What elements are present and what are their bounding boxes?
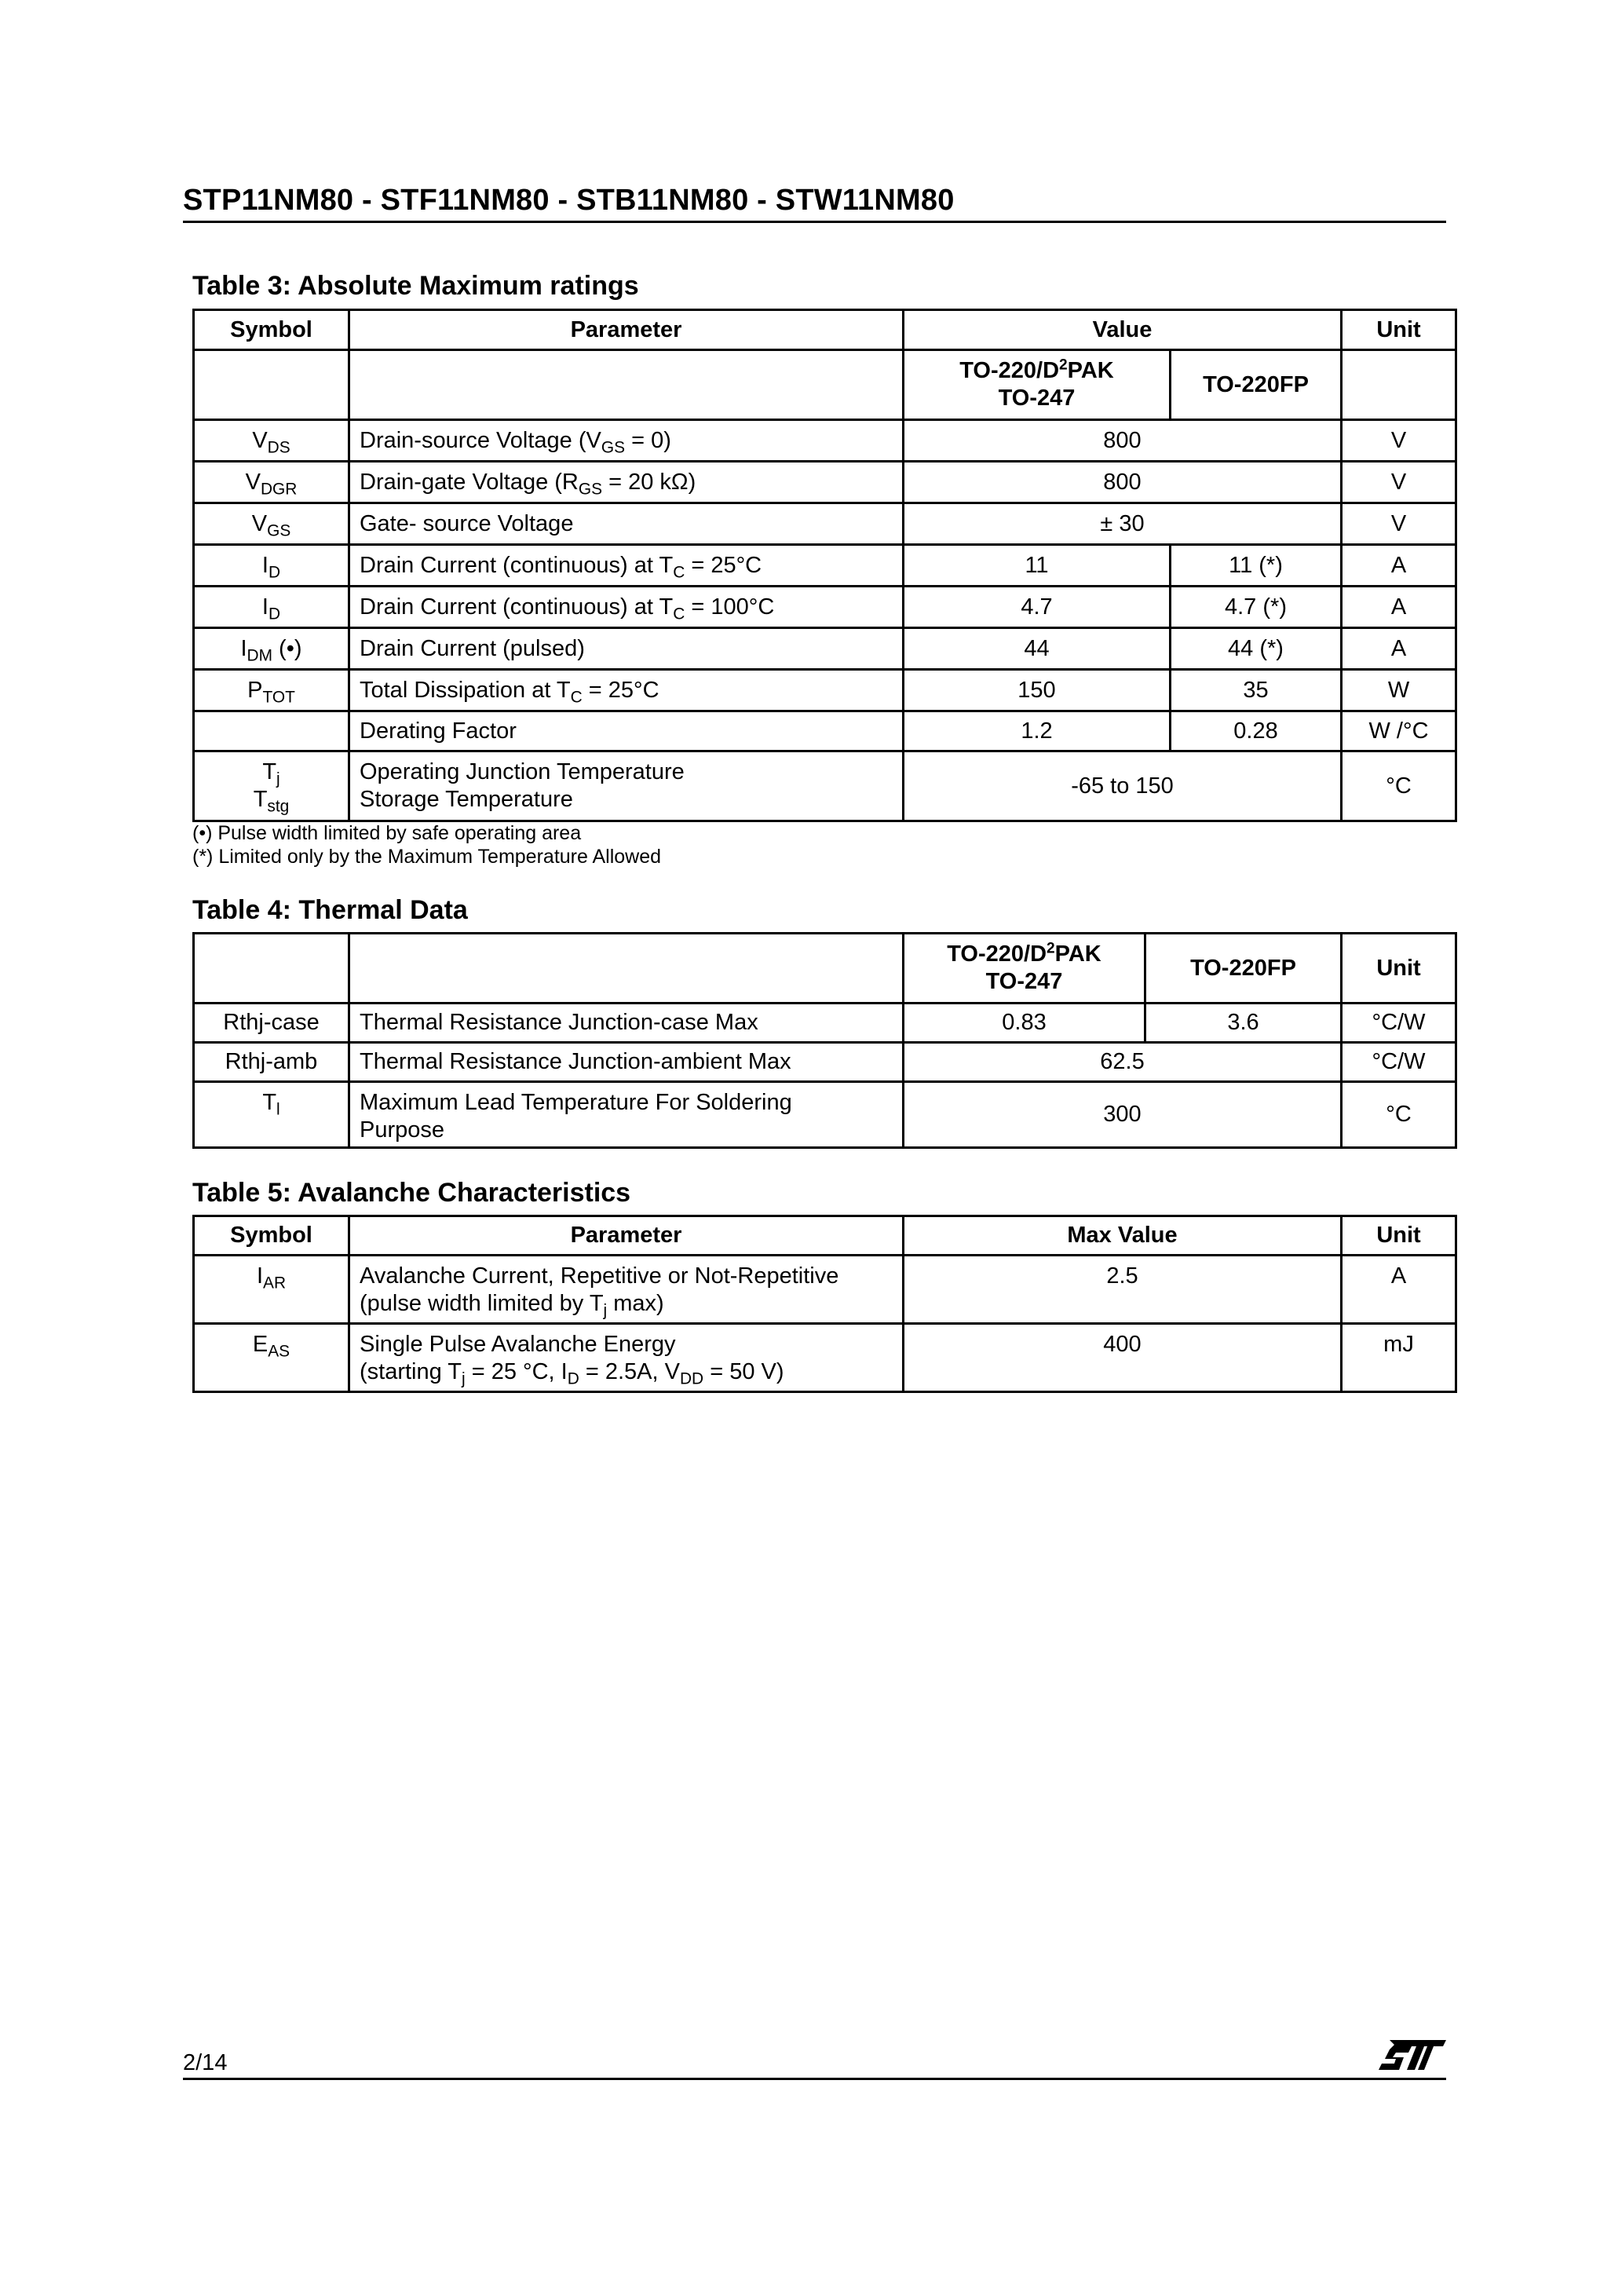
unit-cell: W /°C — [1342, 711, 1456, 751]
parameter-cell: Drain Current (pulsed) — [349, 628, 904, 670]
unit-cell: V — [1342, 503, 1456, 545]
table-row — [194, 1256, 1456, 1324]
symbol-cell: $I_D$ — [194, 545, 349, 587]
table-row — [194, 1324, 1456, 1392]
col-header-value: Value — [904, 310, 1342, 350]
table-row — [194, 462, 1456, 503]
value-cell: -65 to 150 — [904, 751, 1342, 821]
symbol-cell: $T_l$ — [194, 1082, 349, 1148]
parameter-cell: Thermal Resistance Junction-ambient Max — [349, 1043, 904, 1082]
col-header-symbol: Symbol — [194, 310, 349, 350]
value-cell-to220: 11 — [904, 545, 1171, 587]
symbol-cell: $E_{AS}$ — [194, 1324, 349, 1392]
value-cell-to220: 4.7 — [904, 587, 1171, 628]
value-cell-to220fp: 35 — [1171, 670, 1342, 711]
symbol-cell: Rthj-case — [194, 1004, 349, 1043]
col-header-unit: Unit — [1342, 1216, 1456, 1256]
unit-cell: °C/W — [1342, 1004, 1456, 1043]
table-header-row — [194, 1216, 1456, 1256]
page-number: 2/14 — [183, 2050, 228, 2075]
parameter-cell: Derating Factor — [349, 711, 904, 751]
value-cell-to220: 1.2 — [904, 711, 1171, 751]
unit-cell: °C — [1342, 1082, 1456, 1148]
header-divider — [183, 221, 1446, 223]
value-cell-to220fp: 11 (*) — [1171, 545, 1342, 587]
unit-cell: °C/W — [1342, 1043, 1456, 1082]
symbol-cell: $I_D$ — [194, 587, 349, 628]
unit-cell: A — [1342, 587, 1456, 628]
table-row — [194, 1043, 1456, 1082]
table-row — [194, 587, 1456, 628]
table-row — [194, 545, 1456, 587]
package-header-to220fp: TO-220FP — [1171, 350, 1342, 420]
package-header-to220fp: TO-220FP — [1145, 934, 1342, 1004]
parameter-cell: Drain Current (continuous) at $T_C = 100^\circ C$ — [349, 587, 904, 628]
footer-divider — [183, 2078, 1446, 2080]
table3-footnotes — [192, 821, 661, 868]
value-cell-to220fp: 44 (*) — [1171, 628, 1342, 670]
value-cell: 800 — [904, 462, 1342, 503]
table3-caption: Table 3: Absolute Maximum ratings — [192, 271, 639, 301]
symbol-cell: $V_{DGR}$ — [194, 462, 349, 503]
unit-cell: A — [1342, 628, 1456, 670]
footnote: (*) Limited only by the Maximum Temperature Allowed — [192, 846, 662, 868]
table-row — [194, 420, 1456, 462]
unit-cell: A — [1342, 545, 1456, 587]
col-header-symbol: Symbol — [194, 1216, 349, 1256]
value-cell-to220fp: 3.6 — [1145, 1004, 1342, 1043]
symbol-cell: $V_{DS}$ — [194, 420, 349, 462]
value-cell: 800 — [904, 420, 1342, 462]
table4-caption: Table 4: Thermal Data — [192, 895, 468, 925]
value-cell-to220fp: 0.28 — [1171, 711, 1342, 751]
parameter-cell: Maximum Lead Temperature For Soldering Purpose — [349, 1082, 904, 1148]
symbol-cell: $I_{AR}$ — [194, 1256, 349, 1324]
table-row — [194, 1082, 1456, 1148]
document-title: STP11NM80 - STF11NM80 - STB11NM80 - STW11NM80 — [183, 184, 955, 217]
table-row — [194, 751, 1456, 821]
table-header-row — [194, 310, 1456, 350]
value-cell: 400 — [904, 1324, 1342, 1392]
package-header-to220-d2pak-to247: $TO-220/D^2PAK$ TO-247 — [904, 934, 1145, 1004]
parameter-cell: Drain Current (continuous) at $T_C = 25^\circ C$ — [349, 545, 904, 587]
col-header-unit: Unit — [1342, 310, 1456, 350]
col-header-parameter: Parameter — [349, 310, 904, 350]
parameter-cell: Drain-gate Voltage ($R_{GS} = 20$ kΩ) — [349, 462, 904, 503]
parameter-cell: Total Dissipation at $T_C = 25^\circ C$ — [349, 670, 904, 711]
package-header-to220-d2pak-to247: $TO-220/D^2PAK$ TO-247 — [904, 350, 1171, 420]
table-row — [194, 670, 1456, 711]
symbol-cell: $P_{TOT}$ — [194, 670, 349, 711]
parameter-cell: Operating Junction Temperature Storage Temperature — [349, 751, 904, 821]
package-header-row — [194, 350, 1456, 420]
symbol-cell: $T_j$ $T_{stg}$ — [194, 751, 349, 821]
avalanche-characteristics-table — [192, 1215, 1457, 1393]
footnote: (•) Pulse width limited by safe operating area — [192, 822, 582, 844]
unit-cell: mJ — [1342, 1324, 1456, 1392]
value-cell: 62.5 — [904, 1043, 1342, 1082]
symbol-cell — [194, 711, 349, 751]
table5-caption: Table 5: Avalanche Characteristics — [192, 1178, 631, 1208]
parameter-cell: Drain-source Voltage $(V_{GS} = 0)$ — [349, 420, 904, 462]
value-cell: 2.5 — [904, 1256, 1342, 1324]
parameter-cell: Single Pulse Avalanche Energy (starting $T_j = 25$ °C, $I_D = 2.5A$, $V_{DD} = 50$ V) — [349, 1324, 904, 1392]
absolute-maximum-ratings-table — [192, 309, 1457, 822]
value-cell-to220fp: 4.7 (*) — [1171, 587, 1342, 628]
unit-cell: A — [1342, 1256, 1456, 1324]
table-row — [194, 503, 1456, 545]
parameter-cell: Avalanche Current, Repetitive or Not-Repetitive (pulse width limited by $T_j$ max) — [349, 1256, 904, 1324]
value-cell-to220: 150 — [904, 670, 1171, 711]
parameter-cell: Gate- source Voltage — [349, 503, 904, 545]
value-cell-to220: 0.83 — [904, 1004, 1145, 1043]
value-cell: ± 30 — [904, 503, 1342, 545]
unit-cell: W — [1342, 670, 1456, 711]
col-header-parameter: Parameter — [349, 1216, 904, 1256]
table-row — [194, 628, 1456, 670]
unit-cell: V — [1342, 420, 1456, 462]
package-header-row — [194, 934, 1456, 1004]
symbol-cell: $I_{DM}$ (•) — [194, 628, 349, 670]
parameter-cell: Thermal Resistance Junction-case Max — [349, 1004, 904, 1043]
col-header-unit: Unit — [1342, 934, 1456, 1004]
value-cell-to220: 44 — [904, 628, 1171, 670]
value-cell: 300 — [904, 1082, 1342, 1148]
col-header-max-value: Max Value — [904, 1216, 1342, 1256]
unit-cell: °C — [1342, 751, 1456, 821]
thermal-data-table — [192, 932, 1457, 1149]
symbol-cell: Rthj-amb — [194, 1043, 349, 1082]
symbol-cell: $V_{GS}$ — [194, 503, 349, 545]
table-row — [194, 711, 1456, 751]
table-row — [194, 1004, 1456, 1043]
unit-cell: V — [1342, 462, 1456, 503]
st-logo-icon — [1375, 2034, 1448, 2078]
